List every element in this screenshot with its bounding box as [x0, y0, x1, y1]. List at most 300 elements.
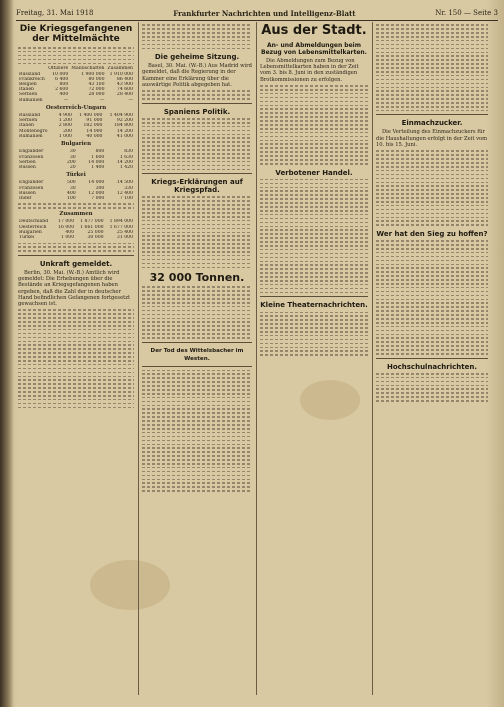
text-line [376, 209, 488, 211]
text-line [142, 196, 252, 198]
text-line [260, 319, 368, 321]
text-line [142, 130, 252, 132]
text-line [260, 288, 368, 290]
text-line [260, 151, 368, 153]
text-line [260, 163, 368, 165]
text-line [376, 162, 488, 164]
text-line [376, 98, 488, 100]
table-cell: 500 [66, 180, 76, 186]
text-line [142, 436, 252, 438]
text-line [18, 333, 134, 335]
table-cell: 1 400 [91, 164, 105, 170]
text-line [376, 373, 488, 375]
table-cell: Deutschland [19, 219, 49, 225]
text-line [142, 428, 252, 430]
text-line [376, 353, 488, 355]
text-line [376, 256, 488, 258]
text-line [260, 253, 368, 255]
text-line [142, 325, 252, 327]
article-title: Einmachzucker. [401, 119, 463, 128]
text-line [142, 145, 252, 147]
text-line [142, 377, 252, 379]
text-line [260, 292, 368, 294]
text-line [18, 250, 134, 252]
table-cell: Serbien [19, 92, 38, 98]
text-line [142, 161, 252, 163]
text-line [260, 264, 368, 266]
text-line [376, 182, 488, 184]
text-line [142, 28, 252, 30]
table-cell: Serben [19, 159, 36, 165]
table-cell: Engländer [19, 180, 44, 186]
text-line [376, 193, 488, 195]
text-line [376, 28, 488, 30]
table-cell: Engländer [19, 149, 44, 155]
table-cell: Russen [19, 164, 36, 170]
text-line [18, 325, 134, 327]
text-line [18, 399, 134, 401]
text-line [18, 352, 134, 354]
table-cell: 14 500 [116, 180, 133, 186]
text-line [142, 228, 252, 230]
text-line [18, 383, 134, 385]
text-line [18, 403, 134, 405]
text-line [260, 136, 368, 138]
text-line [376, 260, 488, 262]
text-line [142, 416, 252, 418]
text-line [376, 71, 488, 73]
text-line [376, 220, 488, 222]
text-line [142, 475, 252, 477]
text-line [376, 337, 488, 339]
text-line [376, 189, 488, 191]
prisoners-table-total [18, 219, 134, 240]
text-line [18, 313, 134, 315]
text-line [376, 63, 488, 65]
table-cell: — [128, 97, 133, 103]
article-body: Basel, 30. Mai. (W.-B.) Aus Madrid wird gemeldet, daß die Regierung in der Kammer eine Erklärung über die auswärtige Politik abgegeben hat. [142, 63, 252, 88]
text-line [260, 327, 368, 329]
text-line [260, 198, 368, 200]
text-line [18, 407, 134, 409]
table-cell: 830 [124, 149, 133, 155]
text-line [142, 200, 252, 202]
text-line [260, 108, 368, 110]
text-line [376, 248, 488, 250]
divider [376, 358, 488, 359]
article-title-prisoners: Die Kriegsgefangenen der Mittelmächte [19, 24, 133, 44]
table-cell: Rumänien [19, 97, 43, 103]
text-line [260, 343, 368, 345]
prisoners-table-de [18, 66, 134, 102]
text-line [142, 118, 252, 120]
table-cell: 43 100 [88, 82, 105, 88]
table-cell: Türkei [19, 235, 35, 241]
table-cell: 184 800 [114, 123, 133, 129]
text-line [142, 337, 252, 339]
table-cell: 17 000 [58, 219, 75, 225]
text-line [260, 89, 368, 91]
table-cell: 300 [95, 185, 105, 191]
text-line [260, 101, 368, 103]
text-line [142, 232, 252, 234]
text-line [18, 348, 134, 350]
text-line [260, 155, 368, 157]
text-line [142, 216, 252, 218]
table-cell: 30 [69, 149, 76, 155]
text-line [376, 341, 488, 343]
text-line [260, 222, 368, 224]
text-line [18, 243, 134, 245]
table-cell: Bulgarien [19, 229, 42, 235]
text-line [142, 385, 252, 387]
text-line [376, 252, 488, 254]
table-cell: — [99, 97, 105, 103]
divider [142, 366, 252, 367]
article-body: Berlin, 30. Mai. (W.-B.) Amtlich wird gemeldet: Die Erhebungen über die Bestände an Kriegsgefangenen haben ergeben, daß die Zahl der in deutscher Hand befindlichen Gefangenen fortgesetzt gewachsen ist. [18, 269, 131, 307]
text-line [376, 314, 488, 316]
prisoners-table-at [18, 113, 134, 139]
text-line [142, 251, 252, 253]
text-line [260, 179, 368, 181]
text-line [376, 322, 488, 324]
table-cell: 1 894 000 [109, 219, 133, 225]
text-line [18, 387, 134, 389]
text-line [260, 190, 368, 192]
column-3 [260, 22, 368, 697]
text-line [18, 63, 134, 65]
text-line [376, 40, 488, 42]
text-line [376, 201, 488, 203]
text-line [142, 463, 252, 465]
text-line [376, 299, 488, 301]
text-line [376, 106, 488, 108]
text-line [376, 392, 488, 394]
text-line [376, 385, 488, 387]
text-line [260, 112, 368, 114]
text-line [260, 347, 368, 349]
header-date: Freitag, 31. Mai 1918 [16, 9, 94, 17]
table-cell: 16 000 [58, 224, 75, 230]
text-line [18, 376, 134, 378]
table-cell: 28 400 [116, 92, 133, 98]
divider [142, 342, 252, 343]
text-line [142, 208, 252, 210]
text-line [260, 210, 368, 212]
text-line [142, 44, 252, 46]
text-line [376, 178, 488, 180]
text-line [18, 246, 134, 248]
text-line [376, 67, 488, 69]
divider [142, 173, 252, 174]
divider [260, 296, 368, 297]
binding-shadow [0, 0, 14, 707]
text-line [18, 379, 134, 381]
text-line [142, 90, 252, 92]
text-line [142, 455, 252, 457]
text-line [376, 217, 488, 219]
header-page-number: Nr. 150 — Seite 3 [435, 9, 498, 17]
text-line [18, 317, 134, 319]
text-line [376, 75, 488, 77]
text-line [376, 377, 488, 379]
text-line [142, 370, 252, 372]
table-cell: 400 [65, 229, 75, 235]
text-line [18, 59, 134, 61]
text-line [18, 395, 134, 397]
table-cell: 14 000 [88, 180, 105, 186]
text-line [376, 205, 488, 207]
text-line [18, 360, 134, 362]
text-line [376, 170, 488, 172]
text-line [142, 36, 252, 38]
text-line [376, 224, 488, 226]
text-line [18, 203, 134, 205]
text-line [142, 255, 252, 257]
text-line [260, 187, 368, 189]
table-cell: 25 400 [116, 229, 133, 235]
text-line [376, 396, 488, 398]
text-line [142, 40, 252, 42]
table-cell: 1 400 000 [79, 113, 103, 119]
section-title-city: Aus der Stadt. [261, 23, 367, 38]
text-line [18, 341, 134, 343]
text-line [376, 334, 488, 336]
article-title: Kleine Theaternachrichten. [260, 301, 368, 310]
article-title: An- und Abmeldungen beim Bezug von Lebensmittelkarten. [261, 42, 367, 56]
text-line [376, 44, 488, 46]
text-line [260, 132, 368, 134]
text-line [260, 143, 368, 145]
text-line [260, 124, 368, 126]
text-line [260, 268, 368, 270]
table-cell: Inder [19, 195, 32, 201]
text-line [142, 212, 252, 214]
text-line [142, 486, 252, 488]
column-rule [138, 22, 139, 695]
table-cell: Italien [19, 123, 35, 129]
table-cell: 1 661 000 [80, 224, 104, 230]
table-cell: 1 600 [91, 154, 105, 160]
table-cell: 14 200 [116, 159, 133, 165]
text-line [260, 147, 368, 149]
text-line [142, 141, 252, 143]
article-title: Spaniens Politik. [163, 107, 231, 116]
text-line [376, 264, 488, 266]
text-line [376, 79, 488, 81]
text-line [142, 94, 252, 96]
table-cell: 12 400 [116, 190, 133, 196]
text-line [260, 312, 368, 314]
prisoners-table-tr [18, 180, 134, 201]
text-line [142, 32, 252, 34]
table-cell: Franzosen [19, 185, 44, 191]
text-line [376, 48, 488, 50]
text-line [142, 444, 252, 446]
text-line [260, 276, 368, 278]
table-cell: 14 200 [116, 128, 133, 134]
text-line [142, 235, 252, 237]
text-line [260, 202, 368, 204]
text-line [142, 122, 252, 124]
table-cell: 2 600 [55, 87, 69, 93]
table-cell: 28 000 [88, 92, 105, 98]
table-cell: 43 900 [116, 82, 133, 88]
text-line [260, 120, 368, 122]
text-line [376, 154, 488, 156]
text-line [142, 447, 252, 449]
table-cell: 30 000 [87, 235, 104, 241]
text-line [142, 381, 252, 383]
column-4 [376, 22, 488, 697]
text-line [376, 36, 488, 38]
text-line [376, 90, 488, 92]
section-label: Türkei [66, 172, 86, 179]
table-cell: 400 [66, 190, 76, 196]
table-cell: 80 000 [88, 76, 105, 82]
text-line [142, 310, 252, 312]
table-cell: Russland [19, 113, 41, 119]
text-line [260, 272, 368, 274]
table-cell: Serbien [19, 118, 38, 124]
table-cell: 86 400 [116, 76, 133, 82]
divider [18, 255, 134, 256]
table-cell: 14 000 [88, 159, 105, 165]
text-line [142, 314, 252, 316]
table-cell: 40 000 [86, 133, 103, 139]
table-cell: 1 000 [60, 235, 75, 241]
table-cell: 7 000 [91, 195, 105, 201]
text-line [376, 24, 488, 26]
text-line [260, 245, 368, 247]
table-cell: 1 677 000 [109, 224, 133, 230]
text-line [260, 284, 368, 286]
section-label: Zusammen [59, 211, 93, 218]
text-line [260, 350, 368, 352]
text-line [142, 333, 252, 335]
text-line [142, 393, 252, 395]
text-line [142, 220, 252, 222]
text-line [376, 291, 488, 293]
text-line [376, 55, 488, 57]
table-cell: 1 900 000 [81, 71, 105, 77]
text-line [142, 298, 252, 300]
table-cell: 330 [124, 185, 133, 191]
text-line [376, 32, 488, 34]
text-line [18, 329, 134, 331]
text-line [260, 315, 368, 317]
table-cell: 1 000 [58, 133, 72, 139]
table-cell: Belgien [19, 82, 37, 88]
section-label: Bulgarien [60, 141, 92, 148]
text-line [142, 490, 252, 492]
table-cell: Frankreich [19, 76, 45, 82]
text-line [376, 345, 488, 347]
text-line [376, 330, 488, 332]
text-line [142, 397, 252, 399]
text-line [376, 197, 488, 199]
table-cell: Oesterreich [19, 224, 47, 230]
text-line [18, 51, 134, 53]
table-cell: 7 100 [119, 195, 133, 201]
text-line [376, 94, 488, 96]
text-line [376, 275, 488, 277]
text-line [142, 149, 252, 151]
table-cell: Italien [19, 87, 35, 93]
table-cell: 182 000 [83, 123, 103, 129]
text-line [376, 271, 488, 273]
table-cell: 92 200 [116, 118, 133, 124]
text-line [376, 302, 488, 304]
table-cell: 2 800 [58, 123, 72, 129]
text-line [18, 364, 134, 366]
text-line [18, 309, 134, 311]
text-line [260, 331, 368, 333]
text-line [142, 329, 252, 331]
text-line [142, 318, 252, 320]
text-line [376, 326, 488, 328]
text-line [142, 239, 252, 241]
text-line [260, 257, 368, 259]
table-cell: 4 900 [58, 113, 72, 119]
table-cell: 400 [59, 92, 69, 98]
table-cell: 200 [63, 128, 72, 134]
text-line [376, 166, 488, 168]
text-line [142, 294, 252, 296]
text-line [142, 432, 252, 434]
table-cell: Mannschaften [71, 66, 105, 72]
text-line [142, 137, 252, 139]
table-cell: Rumänien [19, 133, 43, 139]
table-cell: 31 000 [116, 235, 133, 241]
text-line [260, 233, 368, 235]
text-line [18, 391, 134, 393]
text-line [376, 388, 488, 390]
article-title: Der Tod des Wittelsbacher im Westen. [150, 347, 244, 362]
text-line [260, 339, 368, 341]
table-row [18, 235, 134, 240]
text-line [18, 55, 134, 57]
table-cell: Zusammen [107, 66, 133, 72]
text-line [142, 263, 252, 265]
table-cell: 41 000 [116, 133, 133, 139]
text-line [142, 459, 252, 461]
text-line [142, 24, 252, 26]
table-cell: 30 [69, 154, 76, 160]
divider [142, 103, 252, 104]
text-line [376, 110, 488, 112]
table-cell: — [63, 97, 69, 103]
text-line [142, 471, 252, 473]
text-line [376, 213, 488, 215]
text-line [376, 306, 488, 308]
table-cell: Russland [19, 71, 41, 77]
table-cell: 100 [66, 195, 76, 201]
text-line [260, 206, 368, 208]
text-line [142, 306, 252, 308]
text-line [142, 405, 252, 407]
text-line [260, 85, 368, 87]
table-cell: 91 000 [86, 118, 103, 124]
text-line [376, 59, 488, 61]
table-cell: 200 [66, 159, 76, 165]
text-line [142, 126, 252, 128]
text-line [142, 440, 252, 442]
table-cell: 800 [59, 82, 69, 88]
text-line [376, 295, 488, 297]
article-title: Kriegs-Erklärungen auf Kriegspfad. [151, 178, 243, 195]
table-cell: 72 000 [88, 87, 105, 93]
